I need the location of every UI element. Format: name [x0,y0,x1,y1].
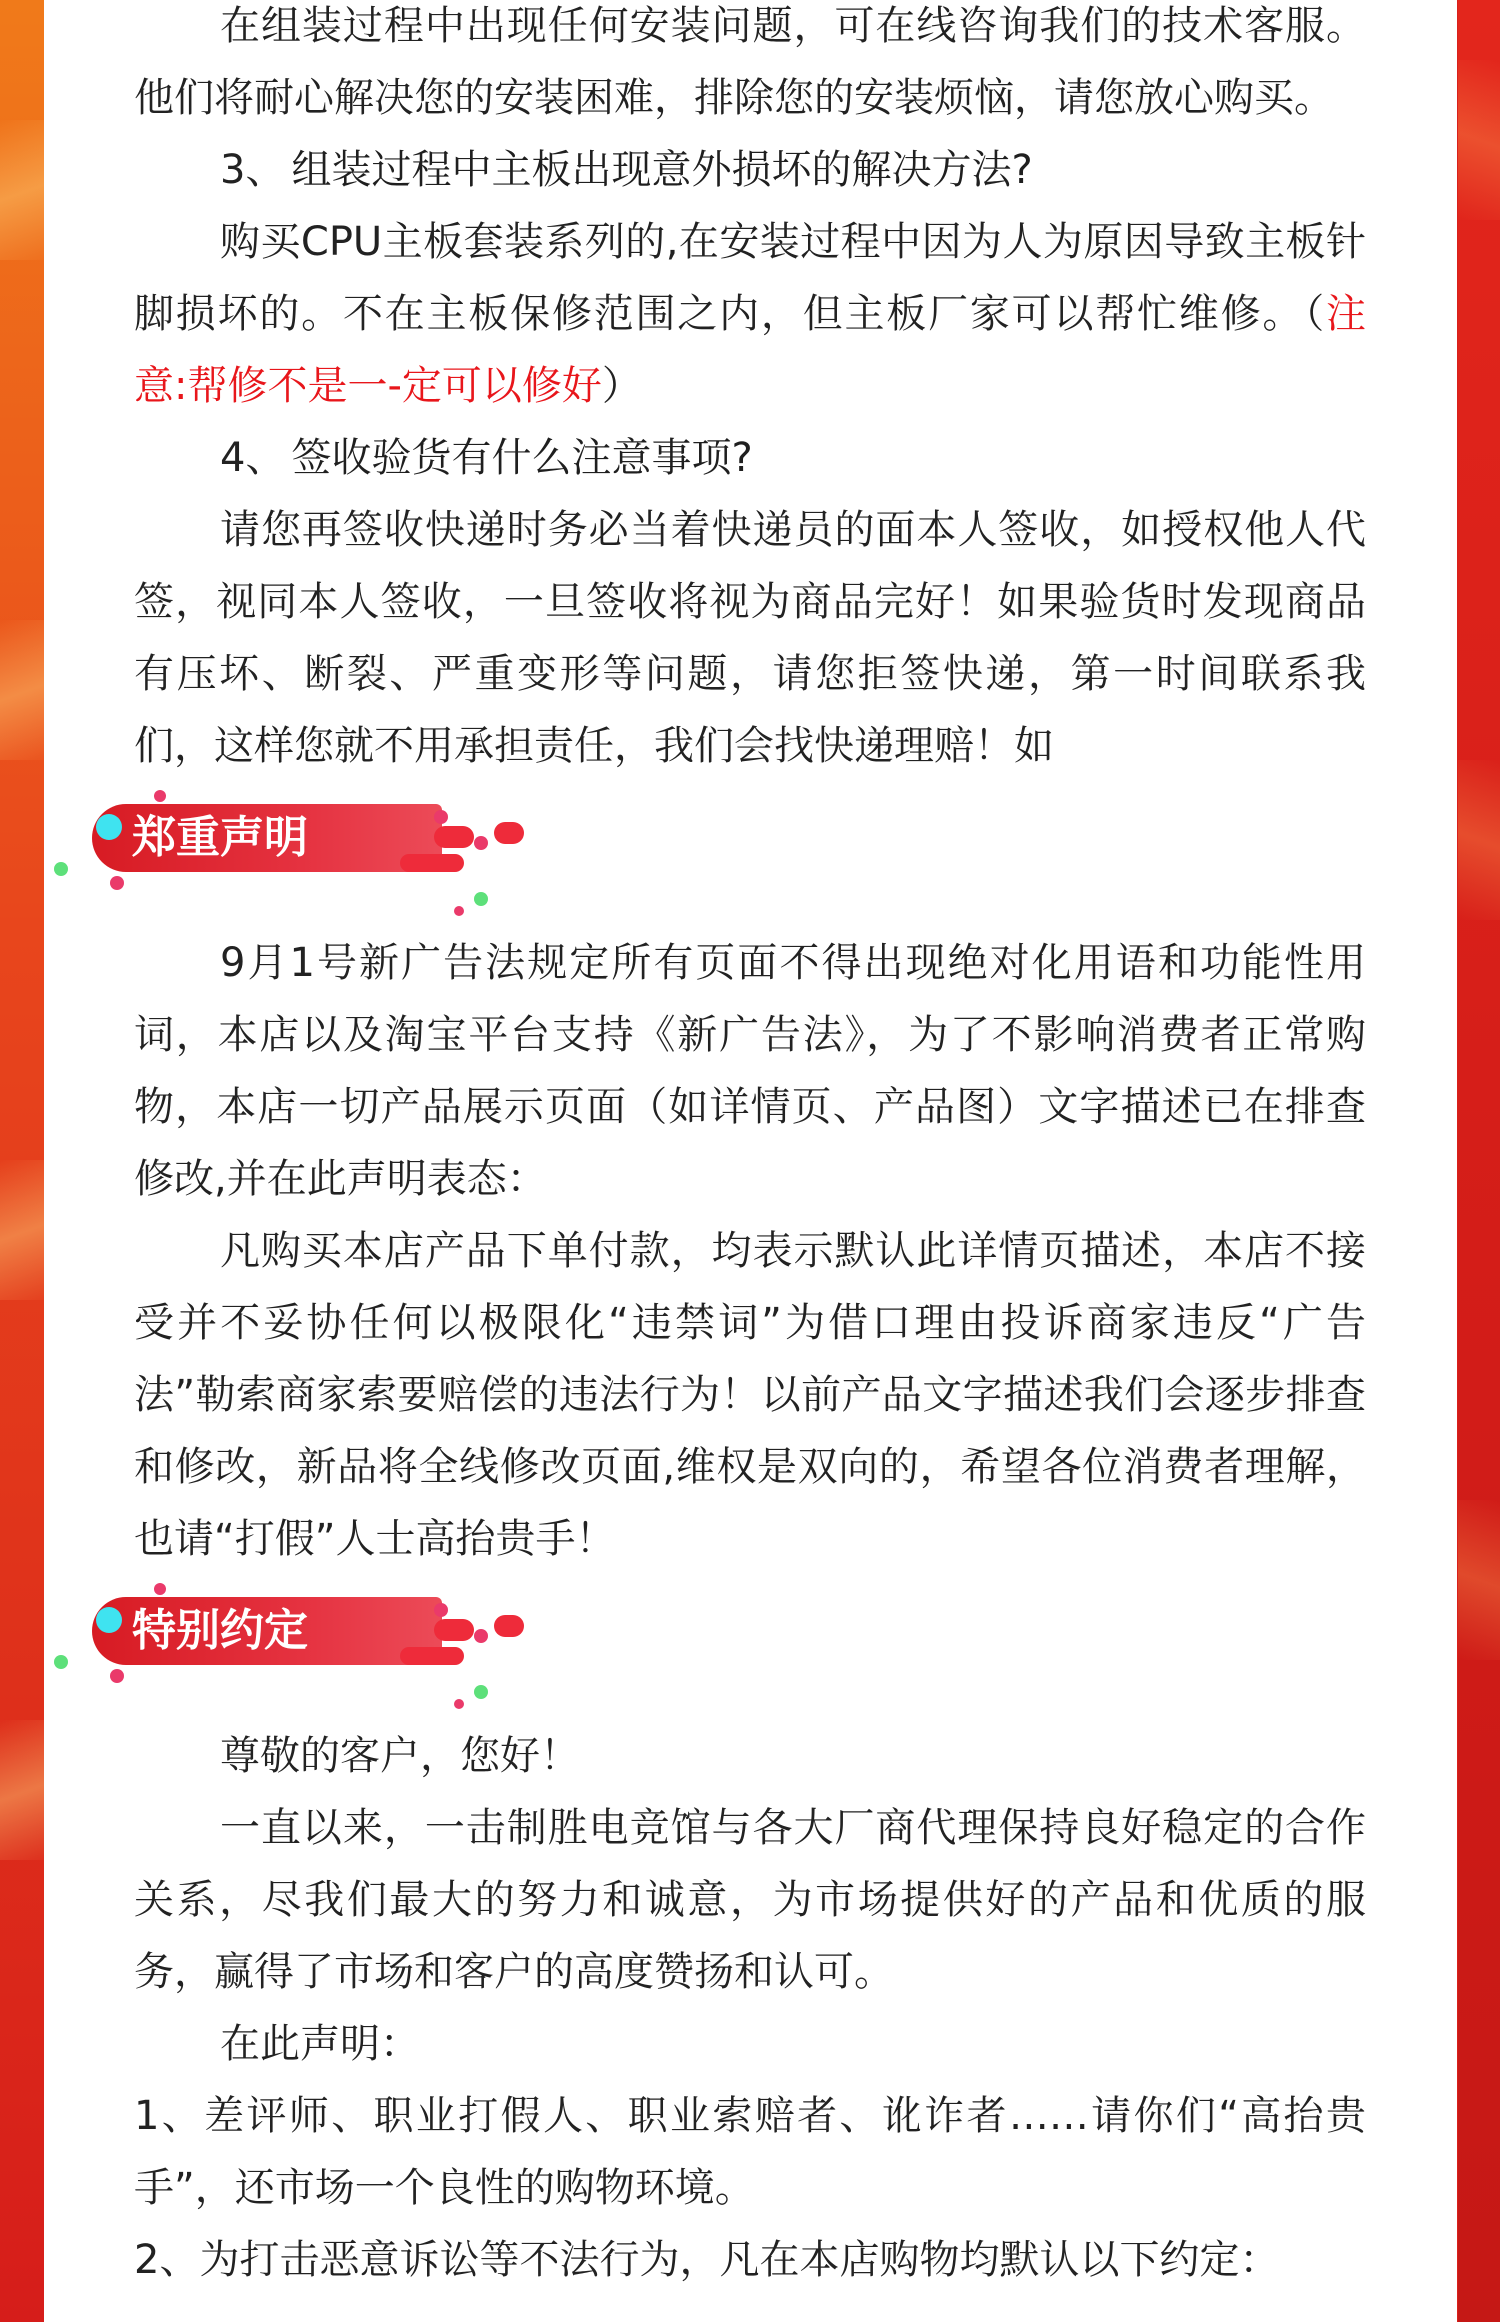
solemn-paragraph-2: 凡购买本店产品下单付款，均表示默认此详情页描述，本店不接受并不妥协任何以极限化“违禁词”为借口理由投诉商家违反“广告法”勒索商家索要赔偿的违法行为！以前产品文字描述我们会逐步排查和修改，新品将全线修改页面,维权是双向的，希望各位消费者理解，也请“打假”人士高抬贵手！ [134,1228,1366,1562]
section-title-solemn: 郑重声明 [92,804,442,872]
banner-tail-shape [434,1619,474,1641]
decor-dot [54,1655,68,1669]
section-title-special: 特别约定 [92,1597,442,1665]
special-greeting: 尊敬的客户，您好！ [220,1733,580,1779]
decor-dot [474,836,488,850]
highlighted-question [285,134,1038,206]
faq-question-text: 组装过程中主板出现意外损坏的解决方法? [291,147,1033,193]
faq-question-3 [134,134,1366,206]
background-right-edge [1458,0,1500,2322]
decor-dot [434,810,448,824]
decor-dot [474,1629,488,1643]
background-stripe [1458,1500,1500,1660]
special-item-1: 1、差评师、职业打假人、职业索赔者、讹诈者……请你们“高抬贵手”，还市场一个良性的购物环境。 [134,2093,1366,2211]
faq-number: 4、 [220,435,286,481]
special-item-2: 2、为打击恶意诉讼等不法行为，凡在本店购物均默认以下约定： [134,2237,1280,2283]
decor-dot [434,1603,448,1617]
banner-tail-shape [400,854,464,872]
faq-question-text: 签收验货有什么注意事项? [291,435,753,481]
special-paragraph: 一直以来，一击制胜电竞馆与各大厂商代理保持良好稳定的合作关系，尽我们最大的努力和诚意，为市场提供好的产品和优质的服务，赢得了市场和客户的高度赞扬和认可。 [134,1805,1366,1995]
section-header-special [134,1575,1366,1720]
highlighted-question [285,422,758,494]
decor-dot [154,1583,166,1595]
banner-tail-shape [400,1647,464,1665]
solemn-paragraph-1: 9月1号新广告法规定所有页面不得出现绝对化用语和功能性用词，本店以及淘宝平台支持《新广告法》，为了不影响消费者正常购物，本店一切产品展示页面（如详情页、产品图）文字描述已在排查修改,并在此声明表态： [134,940,1366,1202]
decor-dot [154,790,166,802]
decor-dot [110,876,124,890]
banner-tail-shape [494,1615,524,1637]
decor-dot [454,1699,464,1709]
decor-dot [96,814,122,840]
banner-tail-shape [434,826,474,848]
background-stripe [1458,60,1500,220]
section-header-solemn [134,782,1366,927]
decor-dot [110,1669,124,1683]
faq-answer-text: 购买CPU主板套装系列的,在安装过程中因为人为原因导致主板针脚损坏的。不在主板保修范围之内，但主板厂家可以帮忙维修。（ [134,219,1366,337]
decor-dot [474,892,488,906]
faq-answer-3 [134,206,1366,422]
decor-dot [96,1607,122,1633]
decor-dot [54,862,68,876]
faq-warning-note: 注意:帮修不是一-定可以修好 [134,291,1366,409]
banner-tail-shape [494,822,524,844]
faq-answer-4: 请您再签收快递时务必当着快递员的面本人签收，如授权他人代签，视同本人签收，一旦签收将视为商品完好！如果验货时发现商品有压坏、断裂、严重变形等问题，请您拒签快递，第一时间联系我们，这样您就不用承担责任，我们会找快递理赔！如 [134,507,1366,769]
document-content [134,0,1366,2296]
decor-dot [454,906,464,916]
faq-number: 3、 [220,147,286,193]
decor-dot [474,1685,488,1699]
background-stripe [1458,760,1500,920]
faq-question-4 [134,422,1366,494]
faq-answer-end: ） [601,363,642,409]
special-statement-label: 在此声明： [220,2021,420,2067]
intro-paragraph: 在组装过程中出现任何安装问题，可在线咨询我们的技术客服。他们将耐心解决您的安装困难，排除您的安装烦恼，请您放心购买。 [134,3,1366,121]
